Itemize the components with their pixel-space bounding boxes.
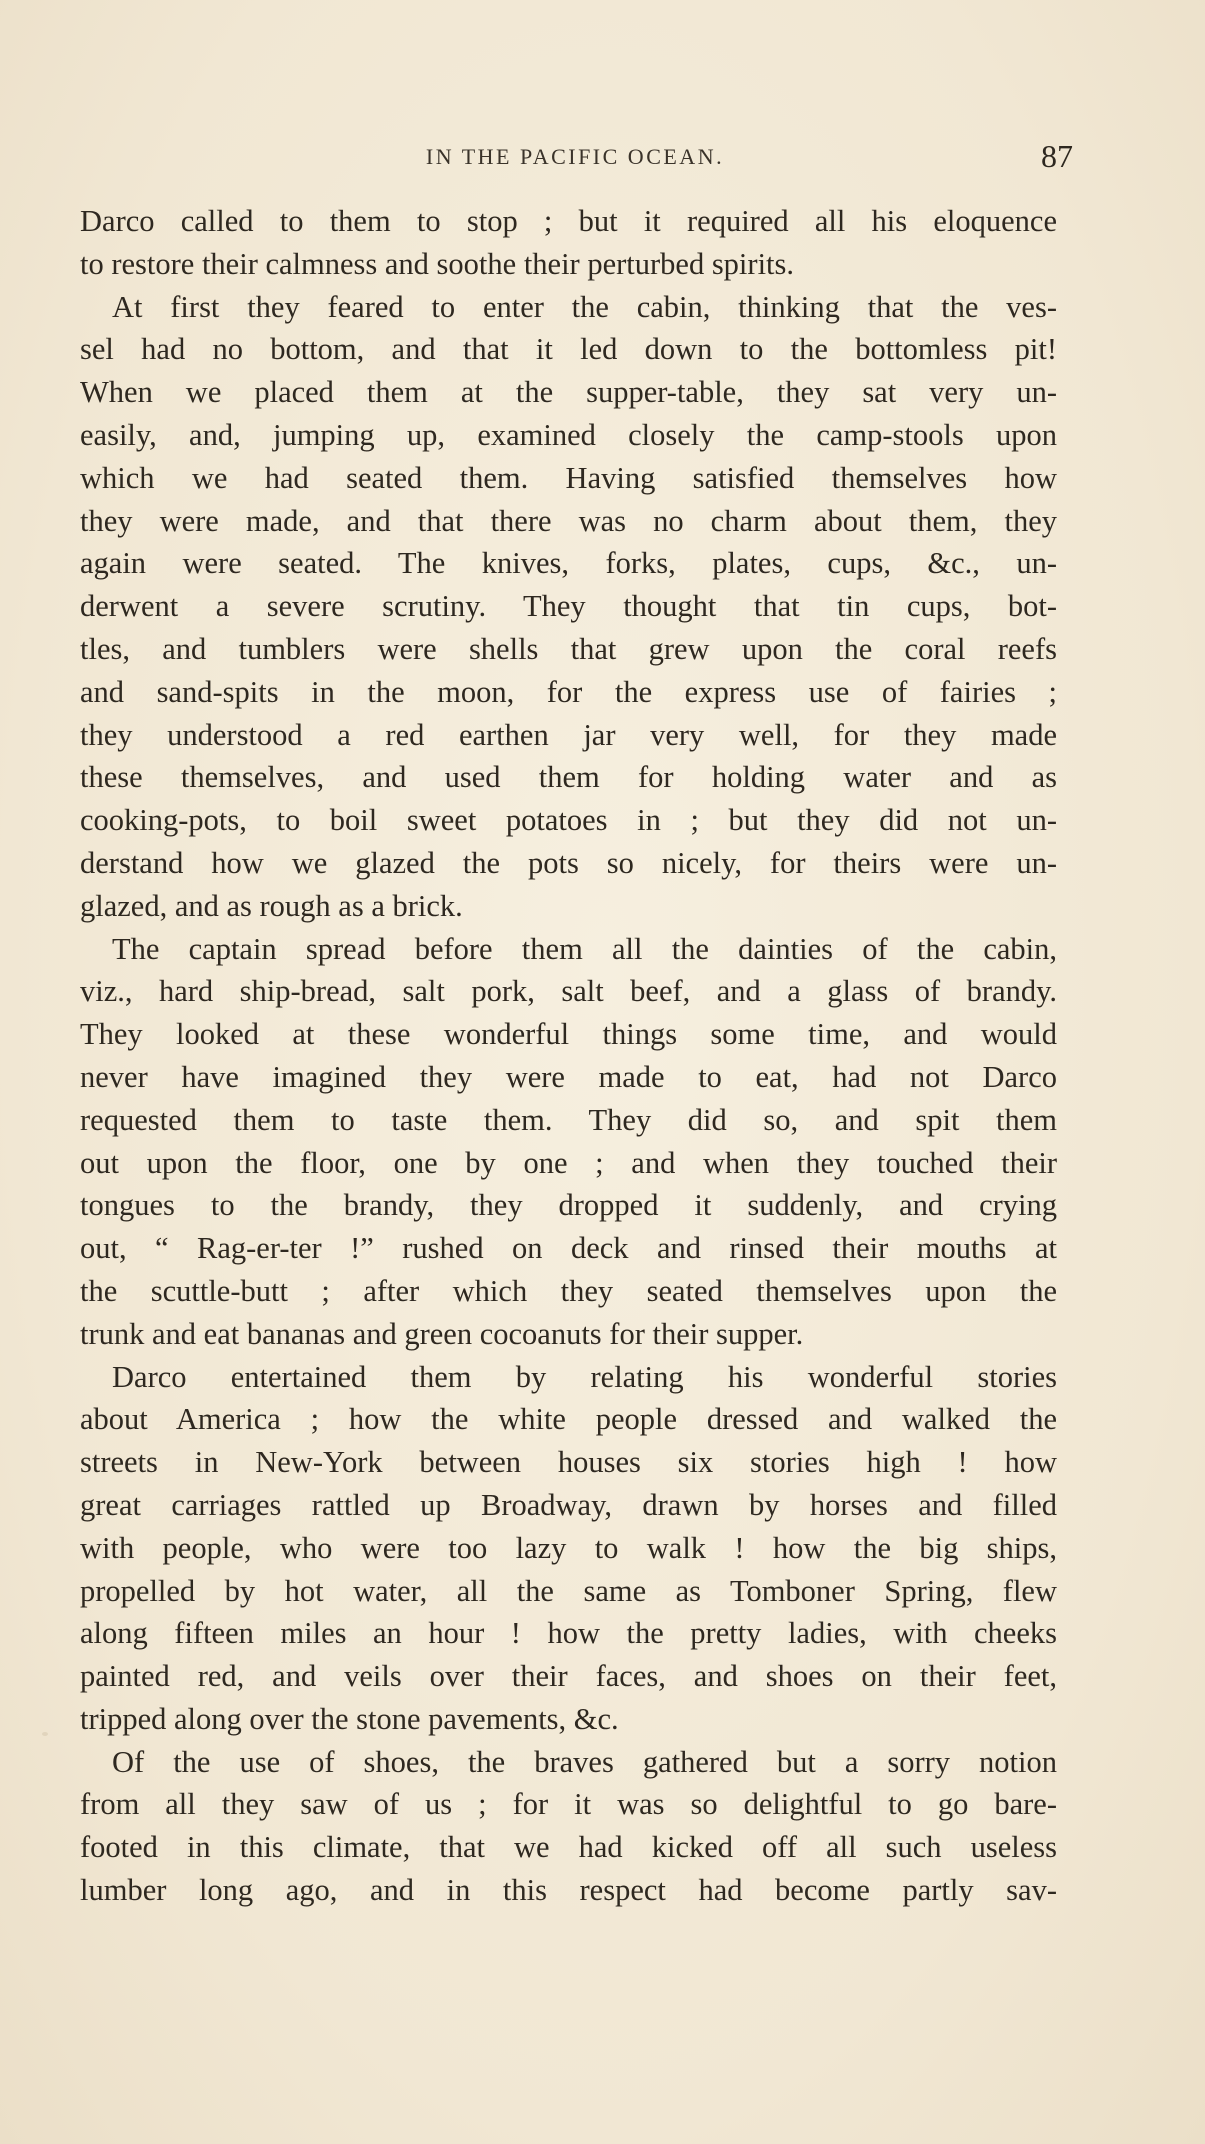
text-line: they were made, and that there was no charm about them, they bbox=[80, 503, 1057, 538]
text-line: which we had seated them. Having satisfied themselves how bbox=[80, 460, 1057, 495]
text-line: glazed, and as rough as a brick. bbox=[80, 888, 463, 923]
text-line: with people, who were too lazy to walk ! how the big ships, bbox=[80, 1530, 1057, 1565]
text-line: derwent a severe scrutiny. They thought that tin cups, bot- bbox=[80, 589, 1057, 624]
text-line: trunk and eat bananas and green cocoanuts for their supper. bbox=[80, 1316, 804, 1351]
text-line: sel had no bottom, and that it led down to the bottomless pit! bbox=[80, 332, 1057, 367]
text-line: derstand how we glazed the pots so nicely, for theirs were un- bbox=[80, 845, 1057, 880]
text-line: They looked at these wonderful things some time, and would bbox=[80, 1017, 1057, 1052]
text-line: never have imagined they were made to eat, had not Darco bbox=[80, 1059, 1057, 1094]
text-line: easily, and, jumping up, examined closely the camp-stools upon bbox=[80, 417, 1057, 452]
text-line: At first they feared to enter the cabin, thinking that the ves- bbox=[112, 289, 1057, 324]
text-line: and sand-spits in the moon, for the express use of fairies ; bbox=[80, 674, 1057, 709]
text-line: painted red, and veils over their faces, and shoes on their feet, bbox=[80, 1659, 1057, 1694]
text-line: Of the use of shoes, the braves gathered but a sorry notion bbox=[112, 1744, 1057, 1779]
text-line: they understood a red earthen jar very well, for they made bbox=[80, 717, 1057, 752]
text-line: out upon the floor, one by one ; and when they touched their bbox=[80, 1145, 1057, 1180]
text-line: propelled by hot water, all the same as Tomboner Spring, flew bbox=[80, 1573, 1057, 1608]
text-line: requested them to taste them. They did so, and spit them bbox=[80, 1102, 1057, 1137]
paper-speck bbox=[42, 1732, 48, 1736]
text-line: about America ; how the white people dressed and walked the bbox=[80, 1402, 1057, 1437]
text-line: from all they saw of us ; for it was so delightful to go bare- bbox=[80, 1787, 1057, 1822]
text-line: tongues to the brandy, they dropped it suddenly, and crying bbox=[80, 1188, 1057, 1223]
text-line: When we placed them at the supper-table, they sat very un- bbox=[80, 375, 1057, 410]
text-line: footed in this climate, that we had kicked off all such useless bbox=[80, 1830, 1057, 1865]
body-text bbox=[80, 200, 1057, 1912]
text-line: these themselves, and used them for holding water and as bbox=[80, 760, 1057, 795]
text-line: great carriages rattled up Broadway, drawn by horses and filled bbox=[80, 1487, 1057, 1522]
text-line: Darco entertained them by relating his wonderful stories bbox=[112, 1359, 1057, 1394]
text-line: cooking-pots, to boil sweet potatoes in ; but they did not un- bbox=[80, 803, 1057, 838]
text-line: viz., hard ship-bread, salt pork, salt beef, and a glass of brandy. bbox=[80, 974, 1057, 1009]
text-line: Darco called to them to stop ; but it required all his eloquence bbox=[80, 204, 1057, 238]
text-line: The captain spread before them all the dainties of the cabin, bbox=[112, 931, 1057, 966]
text-line: out, “ Rag-er-ter !” rushed on deck and rinsed their mouths at bbox=[80, 1231, 1057, 1266]
text-line: lumber long ago, and in this respect had become partly sav- bbox=[80, 1873, 1057, 1908]
text-line: tles, and tumblers were shells that grew upon the coral reefs bbox=[80, 631, 1057, 666]
page-number: 87 bbox=[1041, 138, 1073, 174]
text-line: the scuttle-butt ; after which they seated themselves upon the bbox=[80, 1273, 1057, 1308]
text-line: tripped along over the stone pavements, &c. bbox=[80, 1701, 619, 1736]
text-line: streets in New-York between houses six stories high ! how bbox=[80, 1445, 1057, 1480]
running-head bbox=[80, 138, 1073, 178]
text-line: to restore their calmness and soothe their perturbed spirits. bbox=[80, 246, 795, 281]
text-line: along fifteen miles an hour ! how the pretty ladies, with cheeks bbox=[80, 1616, 1057, 1651]
text-line: again were seated. The knives, forks, plates, cups, &c., un- bbox=[80, 546, 1057, 581]
running-title: IN THE PACIFIC OCEAN. bbox=[425, 144, 725, 169]
